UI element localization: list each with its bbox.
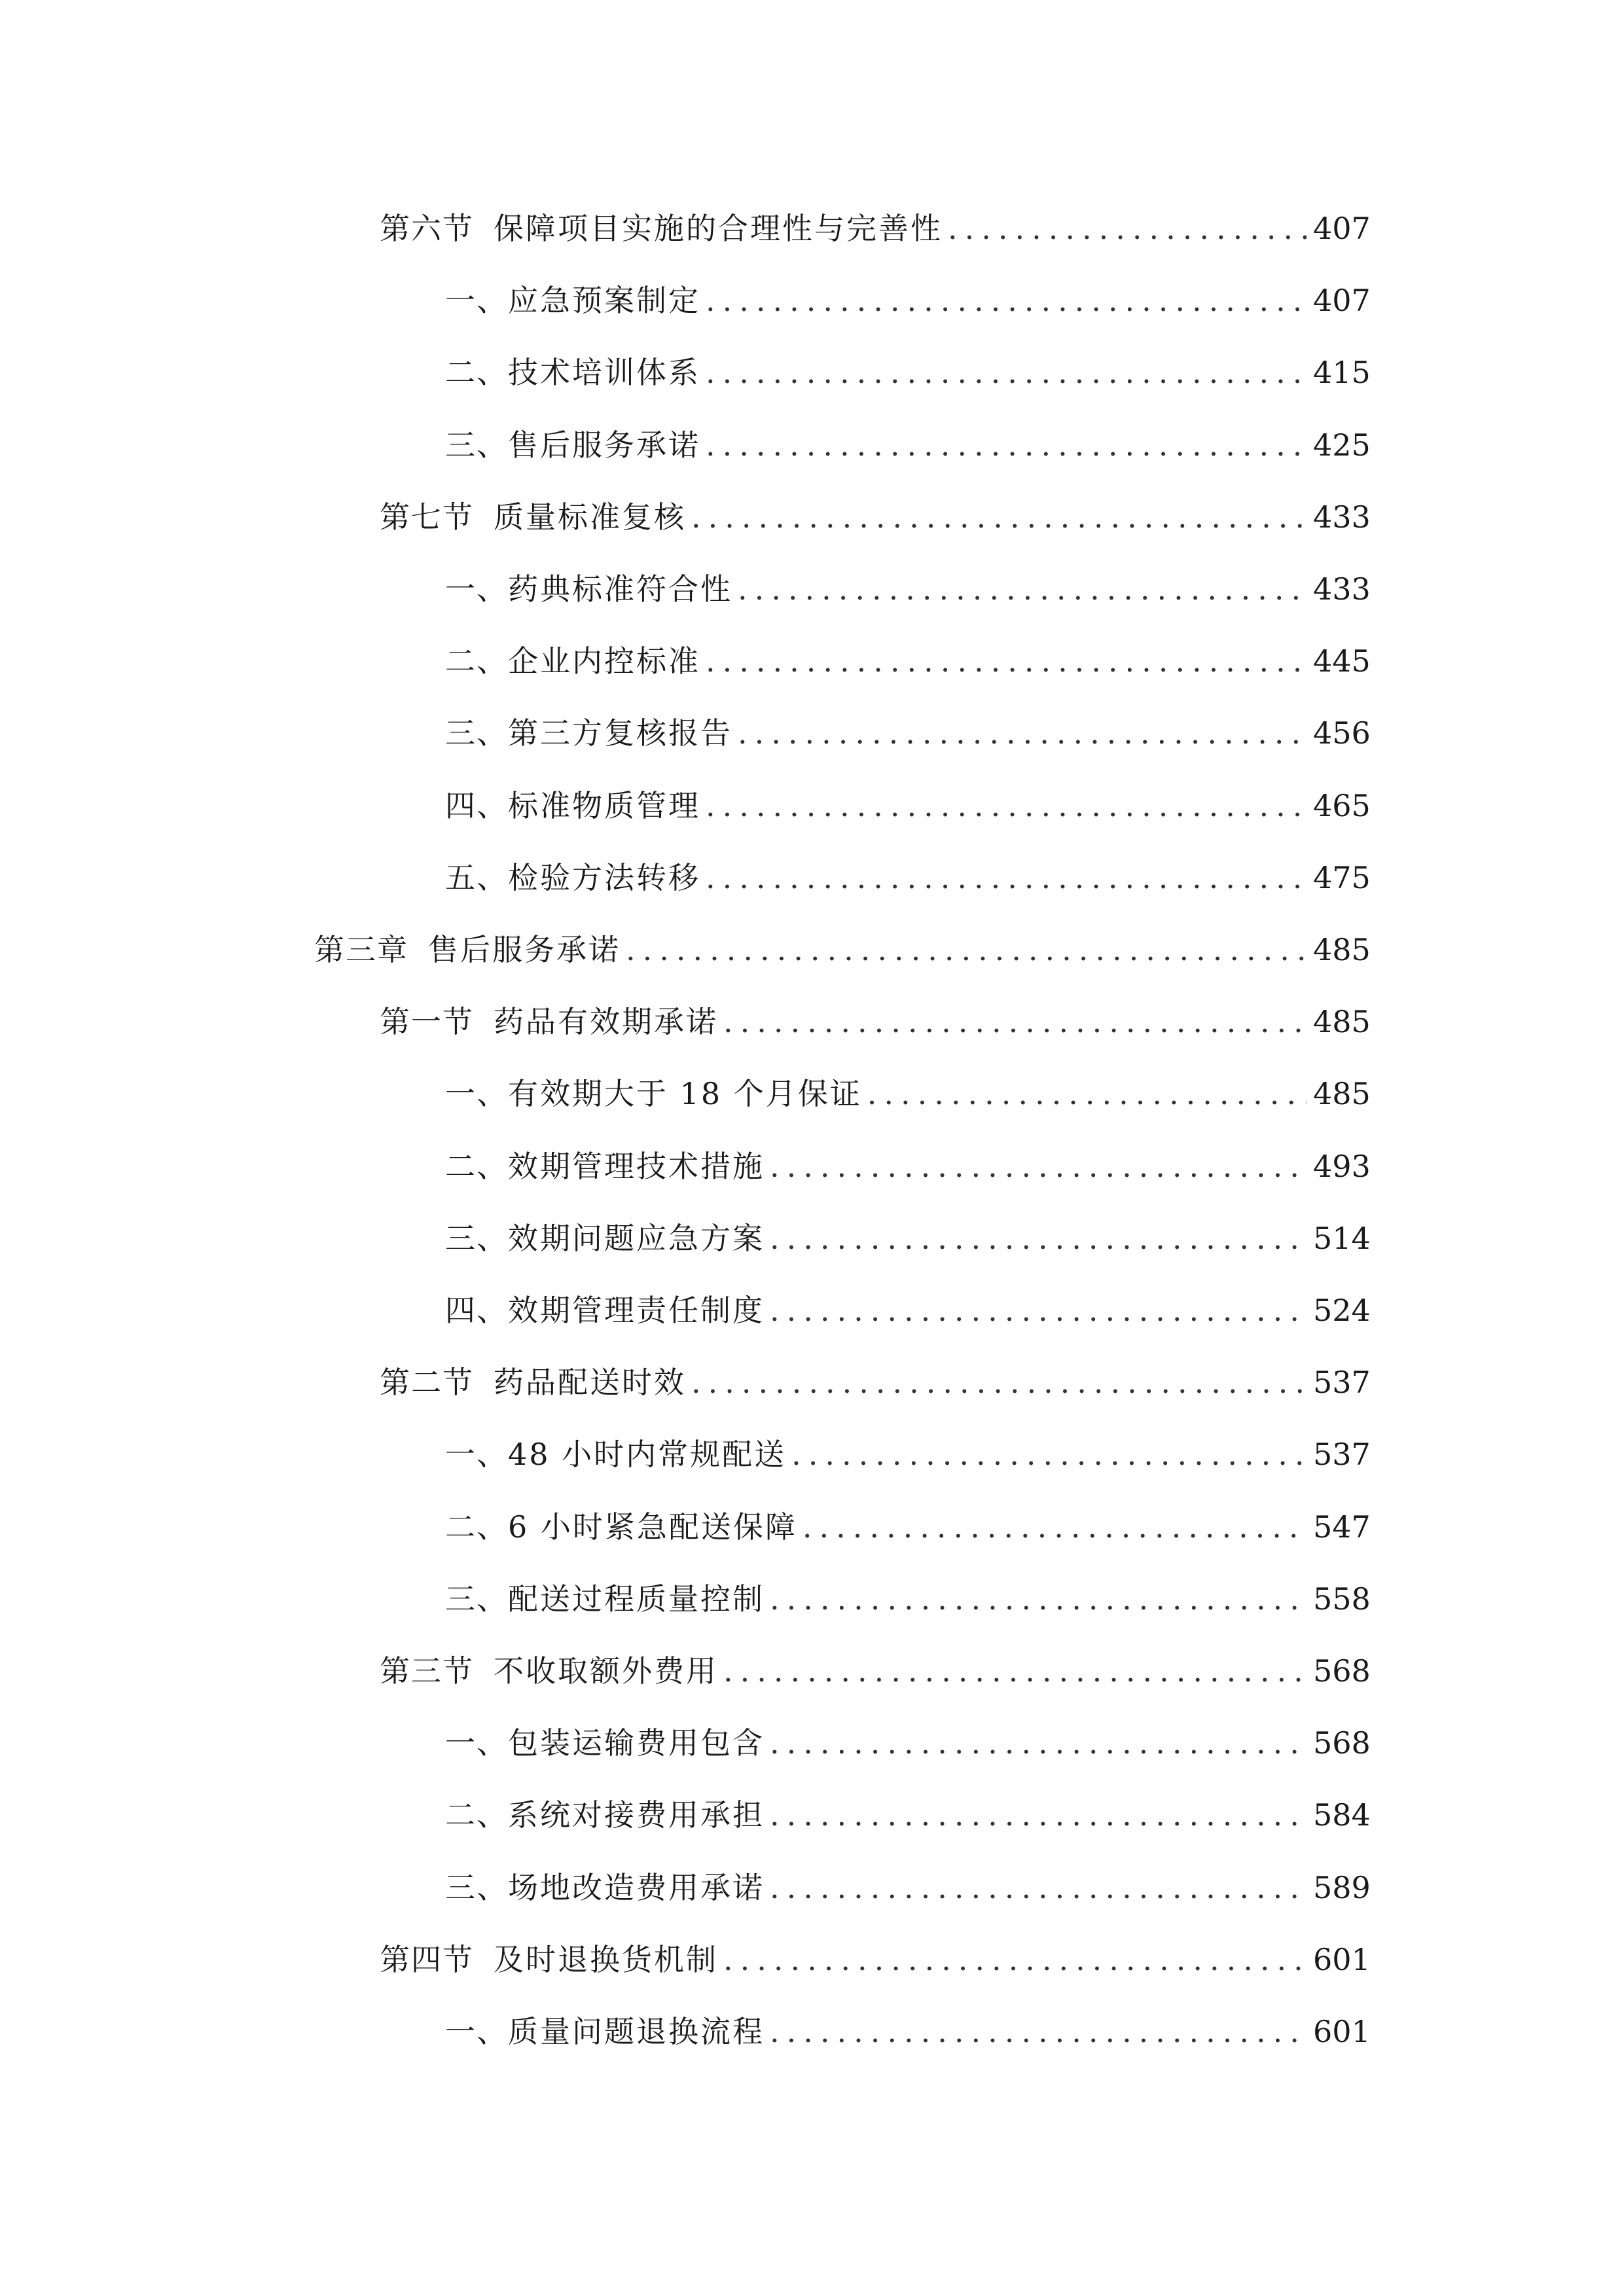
toc-entry-title: 保障项目实施的合理性与完善性: [494, 211, 943, 246]
toc-entry-number: 二、: [445, 355, 508, 390]
toc-entry-title: 质量标准复核: [494, 499, 686, 535]
toc-entry-title: 场地改造费用承诺: [508, 1870, 765, 1905]
toc-entry-item[interactable]: [0, 416, 1624, 475]
toc-entry-page-number: 456: [1313, 715, 1371, 751]
toc-entry-number: 二、: [445, 1509, 508, 1545]
toc-entry-line: [445, 1858, 1371, 1917]
toc-entry-number: 第四节: [380, 1942, 474, 1977]
toc-entry-line: [445, 1209, 1371, 1268]
toc-dot-leader: [770, 1858, 1307, 1917]
toc-entry-number: 二、: [445, 1149, 508, 1184]
toc-dot-leader: [706, 776, 1307, 835]
toc-dot-leader: [691, 488, 1307, 547]
toc-entry-title: 应急预案制定: [508, 283, 700, 318]
toc-entry-section[interactable]: [0, 199, 1624, 258]
toc-entry-item[interactable]: [0, 560, 1624, 619]
toc-entry-item[interactable]: [0, 1064, 1624, 1123]
toc-entry-title: 配送过程质量控制: [508, 1581, 765, 1617]
toc-entry-line: [380, 1930, 1371, 1989]
toc-dot-leader: [770, 1785, 1307, 1844]
toc-entry-title: 药品有效期承诺: [494, 1004, 718, 1039]
toc-entry-page-number: 415: [1313, 355, 1371, 390]
toc-entry-line: [380, 488, 1371, 547]
toc-entry-line: [445, 1713, 1371, 1772]
toc-entry-page-number: 601: [1313, 1942, 1371, 1977]
toc-entry-title: 质量问题退换流程: [508, 2014, 765, 2049]
toc-entry-page-number: 433: [1313, 499, 1371, 535]
toc-entry-number: 一、: [445, 283, 508, 318]
toc-entry-line: [445, 848, 1371, 907]
toc-entry-title: 效期管理技术措施: [508, 1149, 765, 1184]
toc-entry-page-number: 547: [1313, 1509, 1371, 1545]
toc-entry-title: 检验方法转移: [508, 860, 700, 895]
toc-entry-item[interactable]: [0, 848, 1624, 907]
toc-entry-page-number: 493: [1313, 1149, 1371, 1184]
toc-entry-page-number: 485: [1313, 1004, 1371, 1039]
toc-entry-page-number: 425: [1313, 427, 1371, 463]
toc-entry-number: 一、: [445, 1076, 508, 1111]
toc-dot-leader: [803, 1498, 1307, 1556]
toc-entry-item[interactable]: [0, 1713, 1624, 1772]
toc-entry-number: 一、: [445, 571, 508, 607]
toc-entry-line: [445, 1785, 1371, 1844]
toc-entry-item[interactable]: [0, 704, 1624, 762]
toc-entry-page-number: 589: [1313, 1870, 1371, 1905]
toc-entry-page-number: 568: [1313, 1653, 1371, 1689]
toc-entry-title: 药典标准符合性: [508, 571, 732, 607]
toc-dot-leader: [691, 1353, 1307, 1412]
toc-entry-title: 不收取额外费用: [494, 1653, 718, 1689]
toc-entry-number: 第三章: [314, 932, 408, 967]
toc-dot-leader: [770, 1713, 1307, 1772]
toc-entry-item[interactable]: [0, 1137, 1624, 1196]
toc-dot-leader: [738, 704, 1307, 762]
toc-entry-number: 二、: [445, 643, 508, 679]
toc-entry-page-number: 524: [1313, 1293, 1371, 1328]
toc-entry-section[interactable]: [0, 1930, 1624, 1989]
toc-dot-leader: [770, 2002, 1307, 2061]
toc-entry-item[interactable]: [0, 2002, 1624, 2061]
toc-entry-number: 一、: [445, 1725, 508, 1761]
toc-entry-line: [445, 704, 1371, 762]
toc-entry-line: [380, 1353, 1371, 1412]
toc-dot-leader: [770, 1281, 1307, 1340]
toc-entry-page-number: 485: [1313, 1076, 1371, 1111]
toc-entry-number: 第六节: [380, 211, 474, 246]
toc-entry-item[interactable]: [0, 1858, 1624, 1917]
toc-entry-title: 效期问题应急方案: [508, 1221, 765, 1256]
toc-dot-leader: [706, 271, 1307, 330]
toc-entry-item[interactable]: [0, 1209, 1624, 1268]
toc-entry-title: 48 小时内常规配送: [508, 1437, 787, 1472]
toc-dot-leader: [948, 199, 1307, 258]
toc-entry-title: 及时退换货机制: [494, 1942, 718, 1977]
toc-entry-title: 6 小时紧急配送保障: [508, 1509, 797, 1545]
toc-entry-line: [314, 920, 1371, 979]
toc-entry-page-number: 568: [1313, 1725, 1371, 1761]
toc-entry-line: [445, 1281, 1371, 1340]
toc-entry-chapter[interactable]: [0, 920, 1624, 979]
toc-dot-leader: [770, 1570, 1307, 1628]
toc-entry-line: [445, 271, 1371, 330]
toc-dot-leader: [738, 560, 1307, 619]
toc-entry-section[interactable]: [0, 1353, 1624, 1412]
toc-entry-title: 售后服务承诺: [428, 932, 621, 967]
toc-entry-line: [380, 1641, 1371, 1700]
toc-entry-line: [445, 632, 1371, 691]
toc-entry-item[interactable]: [0, 343, 1624, 402]
toc-entry-line: [445, 343, 1371, 402]
toc-entry-page-number: 537: [1313, 1437, 1371, 1472]
toc-entry-page-number: 445: [1313, 643, 1371, 679]
toc-entry-number: 五、: [445, 860, 508, 895]
toc-entry-title: 标准物质管理: [508, 788, 700, 823]
toc-entry-title: 系统对接费用承担: [508, 1797, 765, 1833]
toc-entry-line: [445, 416, 1371, 475]
toc-entry-number: 三、: [445, 1870, 508, 1905]
toc-entry-page-number: 407: [1313, 283, 1371, 318]
toc-entry-title: 有效期大于 18 个月保证: [508, 1076, 862, 1111]
toc-entry-item[interactable]: [0, 1281, 1624, 1340]
toc-entry-item[interactable]: [0, 632, 1624, 691]
toc-entry-page-number: 465: [1313, 788, 1371, 823]
toc-entry-number: 三、: [445, 1581, 508, 1617]
toc-dot-leader: [706, 416, 1307, 475]
toc-dot-leader: [706, 848, 1307, 907]
toc-entry-page-number: 584: [1313, 1797, 1371, 1833]
toc-entry-line: [445, 1064, 1371, 1123]
toc-entry-line: [380, 199, 1371, 258]
toc-dot-leader: [867, 1064, 1307, 1123]
toc-entry-line: [445, 2002, 1371, 2061]
toc-entry-number: 第七节: [380, 499, 474, 535]
toc-entry-section[interactable]: [0, 992, 1624, 1051]
toc-entry-line: [445, 1570, 1371, 1628]
toc-entry-title: 售后服务承诺: [508, 427, 700, 463]
toc-entry-title: 药品配送时效: [494, 1365, 686, 1400]
toc-entry-page-number: 558: [1313, 1581, 1371, 1617]
toc-entry-line: [445, 1137, 1371, 1196]
toc-entry-page-number: 537: [1313, 1365, 1371, 1400]
toc-entry-number: 三、: [445, 715, 508, 751]
toc-dot-leader: [723, 992, 1307, 1051]
toc-dot-leader: [706, 343, 1307, 402]
toc-dot-leader: [791, 1425, 1307, 1484]
toc-entry-section[interactable]: [0, 1641, 1624, 1700]
toc-entry-page-number: 407: [1313, 211, 1371, 246]
toc-entry-number: 二、: [445, 1797, 508, 1833]
toc-dot-leader: [770, 1209, 1307, 1268]
toc-entry-item[interactable]: [0, 1570, 1624, 1628]
toc-entry-number: 一、: [445, 2014, 508, 2049]
toc-dot-leader: [723, 1930, 1307, 1989]
toc-entry-title: 效期管理责任制度: [508, 1293, 765, 1328]
toc-entry-item[interactable]: [0, 1498, 1624, 1556]
toc-entry-page-number: 475: [1313, 860, 1371, 895]
toc-entry-line: [445, 560, 1371, 619]
toc-entry-item[interactable]: [0, 776, 1624, 835]
toc-entry-number: 三、: [445, 1221, 508, 1256]
toc-entry-number: 第二节: [380, 1365, 474, 1400]
toc-entry-line: [380, 992, 1371, 1051]
toc-dot-leader: [723, 1641, 1307, 1700]
toc-entry-title: 第三方复核报告: [508, 715, 732, 751]
toc-entry-page-number: 601: [1313, 2014, 1371, 2049]
toc-entry-item[interactable]: [0, 1785, 1624, 1844]
toc-entry-number: 三、: [445, 427, 508, 463]
toc-dot-leader: [770, 1137, 1307, 1196]
toc-entry-number: 第一节: [380, 1004, 474, 1039]
toc-entry-item[interactable]: [0, 1425, 1624, 1484]
toc-entry-page-number: 433: [1313, 571, 1371, 607]
toc-entry-number: 第三节: [380, 1653, 474, 1689]
toc-entry-number: 一、: [445, 1437, 508, 1472]
toc-entry-item[interactable]: [0, 271, 1624, 330]
toc-entry-line: [445, 776, 1371, 835]
toc-entry-page-number: 485: [1313, 932, 1371, 967]
toc-entry-number: 四、: [445, 788, 508, 823]
toc-entry-line: [445, 1425, 1371, 1484]
toc-entry-title: 技术培训体系: [508, 355, 700, 390]
toc-dot-leader: [706, 632, 1307, 691]
toc-entry-title: 企业内控标准: [508, 643, 700, 679]
toc-entry-line: [445, 1498, 1371, 1556]
toc-entry-number: 四、: [445, 1293, 508, 1328]
toc-entry-title: 包装运输费用包含: [508, 1725, 765, 1761]
toc-entry-section[interactable]: [0, 488, 1624, 547]
toc-dot-leader: [626, 920, 1307, 979]
toc-entry-page-number: 514: [1313, 1221, 1371, 1256]
